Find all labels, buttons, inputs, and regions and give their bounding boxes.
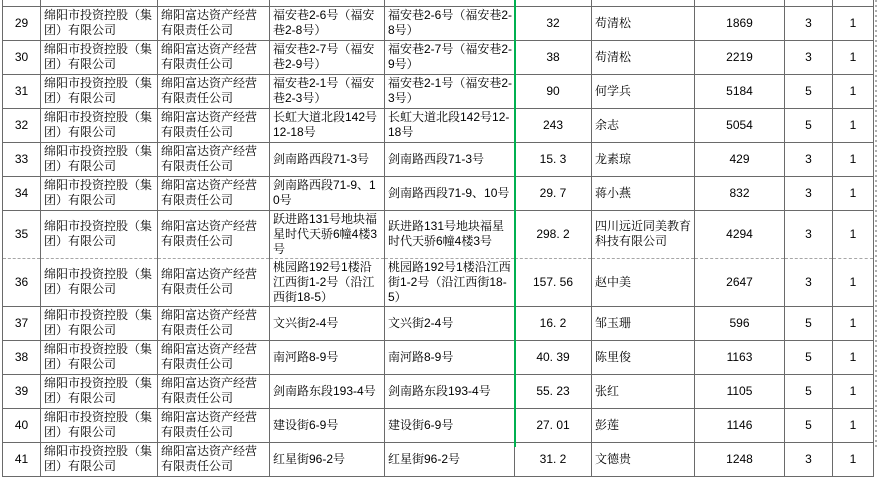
cell-address[interactable]: 福安巷2-7号（福安巷2-9号）: [270, 40, 385, 74]
cell-owner[interactable]: 绵阳市投资控股（集团）有限公司: [41, 442, 158, 476]
cell-area[interactable]: 298. 2: [515, 210, 592, 258]
table-row: [3, 74, 874, 108]
cell-operator[interactable]: 绵阳富达资产经营有限责任公司: [158, 442, 270, 476]
cell-area[interactable]: 90: [515, 74, 592, 108]
cell-owner[interactable]: 绵阳市投资控股（集团）有限公司: [41, 108, 158, 142]
cell-operator[interactable]: 绵阳富达资产经营有限责任公司: [158, 40, 270, 74]
cell-col9[interactable]: 3: [785, 40, 833, 74]
cell-area[interactable]: 40. 39: [515, 340, 592, 374]
cell-tenant[interactable]: 彭莲: [592, 408, 695, 442]
cell-col10[interactable]: 1: [833, 6, 874, 40]
table-row: [3, 340, 874, 374]
cell-address_dup[interactable]: 福安巷2-1号（福安巷2-3号）: [385, 74, 515, 108]
cell-area[interactable]: 32: [515, 6, 592, 40]
cell-area[interactable]: 55. 23: [515, 374, 592, 408]
cell-tenant[interactable]: 苟清松: [592, 6, 695, 40]
cell-address_dup[interactable]: 剑南路西段71-3号: [385, 142, 515, 176]
cell-col9[interactable]: 5: [785, 74, 833, 108]
cell-owner[interactable]: 绵阳市投资控股（集团）有限公司: [41, 6, 158, 40]
cell-area[interactable]: 157. 56: [515, 258, 592, 306]
table-row: [3, 306, 874, 340]
lease-table: [2, 0, 874, 477]
cell-col9[interactable]: 5: [785, 108, 833, 142]
cell-no[interactable]: 38: [3, 340, 41, 374]
table-row: [3, 258, 874, 306]
cell-area[interactable]: 16. 2: [515, 306, 592, 340]
cell-no[interactable]: 30: [3, 40, 41, 74]
cell-col10[interactable]: 1: [833, 108, 874, 142]
cell-no[interactable]: 32: [3, 108, 41, 142]
cell-area[interactable]: 38: [515, 40, 592, 74]
table-body: [3, 0, 874, 476]
cell-operator[interactable]: 绵阳富达资产经营有限责任公司: [158, 142, 270, 176]
cell-area[interactable]: 31. 2: [515, 442, 592, 476]
cell-address[interactable]: 福安巷2-1号（福安巷2-3号）: [270, 74, 385, 108]
cell-address_dup[interactable]: 跃进路131号地块福星时代天骄6幢4楼3号: [385, 210, 515, 258]
cell-owner[interactable]: 绵阳市投资控股（集团）有限公司: [41, 176, 158, 210]
table-row: [3, 176, 874, 210]
cell-operator[interactable]: 绵阳富达资产经营有限责任公司: [158, 258, 270, 306]
cell-address[interactable]: 长虹大道北段142号12-18号: [270, 108, 385, 142]
cell-owner[interactable]: 绵阳市投资控股（集团）有限公司: [41, 142, 158, 176]
cell-owner[interactable]: 绵阳市投资控股（集团）有限公司: [41, 210, 158, 258]
cell-address[interactable]: 南河路8-9号: [270, 340, 385, 374]
cell-address[interactable]: 建设街6-9号: [270, 408, 385, 442]
cell-col10[interactable]: 1: [833, 374, 874, 408]
cell-col10[interactable]: 1: [833, 40, 874, 74]
table-row: [3, 142, 874, 176]
page-break-right-dashes: [875, 0, 877, 447]
cell-tenant[interactable]: 陈里俊: [592, 340, 695, 374]
cell-amount[interactable]: 5054: [695, 108, 785, 142]
cell-operator[interactable]: 绵阳富达资产经营有限责任公司: [158, 340, 270, 374]
cell-owner[interactable]: 绵阳市投资控股（集团）有限公司: [41, 408, 158, 442]
table-row: [3, 210, 874, 258]
cell-col9[interactable]: 3: [785, 142, 833, 176]
table-row: [3, 40, 874, 74]
cell-amount[interactable]: 1146: [695, 408, 785, 442]
cell-owner[interactable]: 绵阳市投资控股（集团）有限公司: [41, 306, 158, 340]
cell-amount[interactable]: 429: [695, 142, 785, 176]
cell-amount[interactable]: 832: [695, 176, 785, 210]
cell-area[interactable]: 15. 3: [515, 142, 592, 176]
cell-address[interactable]: 剑南路东段193-4号: [270, 374, 385, 408]
cell-no[interactable]: 31: [3, 74, 41, 108]
cell-tenant[interactable]: 龙素琼: [592, 142, 695, 176]
cell-area[interactable]: 243: [515, 108, 592, 142]
cell-col9[interactable]: 3: [785, 210, 833, 258]
cell-address_dup[interactable]: 南河路8-9号: [385, 340, 515, 374]
cell-col9[interactable]: 5: [785, 340, 833, 374]
cell-tenant[interactable]: 蒋小燕: [592, 176, 695, 210]
cell-owner[interactable]: 绵阳市投资控股（集团）有限公司: [41, 258, 158, 306]
table-row: [3, 408, 874, 442]
cell-col9[interactable]: 3: [785, 258, 833, 306]
cell-address[interactable]: 文兴街2-4号: [270, 306, 385, 340]
cell-amount[interactable]: 1248: [695, 442, 785, 476]
cell-col10[interactable]: 1: [833, 210, 874, 258]
table-row: [3, 442, 874, 476]
cell-operator[interactable]: 绵阳富达资产经营有限责任公司: [158, 108, 270, 142]
cell-tenant[interactable]: 余志: [592, 108, 695, 142]
cell-owner[interactable]: 绵阳市投资控股（集团）有限公司: [41, 374, 158, 408]
cell-col10[interactable]: 1: [833, 176, 874, 210]
cell-address_dup[interactable]: 剑南路西段71-9、10号: [385, 176, 515, 210]
cell-no[interactable]: 36: [3, 258, 41, 306]
cell-tenant[interactable]: 邹玉珊: [592, 306, 695, 340]
cell-tenant[interactable]: 四川远近同美教育科技有限公司: [592, 210, 695, 258]
cell-tenant[interactable]: 苟清松: [592, 40, 695, 74]
cell-no[interactable]: 41: [3, 442, 41, 476]
cell-amount[interactable]: 2219: [695, 40, 785, 74]
cell-address_dup[interactable]: 文兴街2-4号: [385, 306, 515, 340]
cell-address_dup[interactable]: 剑南路东段193-4号: [385, 374, 515, 408]
cell-amount[interactable]: 5184: [695, 74, 785, 108]
cell-owner[interactable]: 绵阳市投资控股（集团）有限公司: [41, 74, 158, 108]
cell-address[interactable]: 福安巷2-6号（福安巷2-8号）: [270, 6, 385, 40]
cell-owner[interactable]: 绵阳市投资控股（集团）有限公司: [41, 340, 158, 374]
cell-col9[interactable]: 5: [785, 374, 833, 408]
cell-no[interactable]: 37: [3, 306, 41, 340]
cell-tenant[interactable]: 张红: [592, 374, 695, 408]
cell-area[interactable]: 29. 7: [515, 176, 592, 210]
cell-address_dup[interactable]: 长虹大道北段142号12-18号: [385, 108, 515, 142]
cell-col9[interactable]: 3: [785, 6, 833, 40]
cell-operator[interactable]: 绵阳富达资产经营有限责任公司: [158, 74, 270, 108]
cell-tenant[interactable]: 何学兵: [592, 74, 695, 108]
cell-amount[interactable]: 596: [695, 306, 785, 340]
cell-tenant[interactable]: 赵中美: [592, 258, 695, 306]
cell-address_dup[interactable]: 红星街96-2号: [385, 442, 515, 476]
cell-col10[interactable]: 1: [833, 442, 874, 476]
cell-address[interactable]: 跃进路131号地块福星时代天骄6幢4楼3号: [270, 210, 385, 258]
cell-tenant[interactable]: 文德贵: [592, 442, 695, 476]
cell-col9[interactable]: 3: [785, 442, 833, 476]
cell-no[interactable]: 40: [3, 408, 41, 442]
cell-amount[interactable]: 4294: [695, 210, 785, 258]
cell-no[interactable]: 33: [3, 142, 41, 176]
cell-address_dup[interactable]: 福安巷2-7号（福安巷2-9号）: [385, 40, 515, 74]
table-row: [3, 374, 874, 408]
cell-amount[interactable]: 1163: [695, 340, 785, 374]
cell-amount[interactable]: 1105: [695, 374, 785, 408]
table-row: [3, 108, 874, 142]
cell-col10[interactable]: 1: [833, 74, 874, 108]
cell-col9[interactable]: 5: [785, 408, 833, 442]
cell-operator[interactable]: 绵阳富达资产经营有限责任公司: [158, 408, 270, 442]
cell-amount[interactable]: 1869: [695, 6, 785, 40]
cell-no[interactable]: 29: [3, 6, 41, 40]
cell-address[interactable]: 剑南路西段71-3号: [270, 142, 385, 176]
cell-col9[interactable]: 3: [785, 176, 833, 210]
cell-address[interactable]: 剑南路西段71-9、10号: [270, 176, 385, 210]
cell-col10[interactable]: 1: [833, 258, 874, 306]
cell-owner[interactable]: 绵阳市投资控股（集团）有限公司: [41, 40, 158, 74]
cell-address_dup[interactable]: 桃园路192号1楼沿江西街1-2号（沿江西街18-5）: [385, 258, 515, 306]
cell-operator[interactable]: 绵阳富达资产经营有限责任公司: [158, 210, 270, 258]
cell-address_dup[interactable]: 福安巷2-6号（福安巷2-8号）: [385, 6, 515, 40]
cell-col10[interactable]: 1: [833, 142, 874, 176]
cell-col10[interactable]: 1: [833, 340, 874, 374]
cell-area[interactable]: 27. 01: [515, 408, 592, 442]
cell-address_dup[interactable]: 建设街6-9号: [385, 408, 515, 442]
cell-address[interactable]: 桃园路192号1楼沿江西街1-2号（沿江西街18-5）: [270, 258, 385, 306]
cell-col10[interactable]: 1: [833, 408, 874, 442]
cell-col9[interactable]: 5: [785, 306, 833, 340]
cell-col10[interactable]: 1: [833, 306, 874, 340]
table-row: [3, 6, 874, 40]
cell-no[interactable]: 34: [3, 176, 41, 210]
cell-amount[interactable]: 2647: [695, 258, 785, 306]
cell-address[interactable]: 红星街96-2号: [270, 442, 385, 476]
cell-operator[interactable]: 绵阳富达资产经营有限责任公司: [158, 176, 270, 210]
cell-no[interactable]: 35: [3, 210, 41, 258]
cell-operator[interactable]: 绵阳富达资产经营有限责任公司: [158, 374, 270, 408]
cell-operator[interactable]: 绵阳富达资产经营有限责任公司: [158, 306, 270, 340]
cell-operator[interactable]: 绵阳富达资产经营有限责任公司: [158, 6, 270, 40]
cell-no[interactable]: 39: [3, 374, 41, 408]
